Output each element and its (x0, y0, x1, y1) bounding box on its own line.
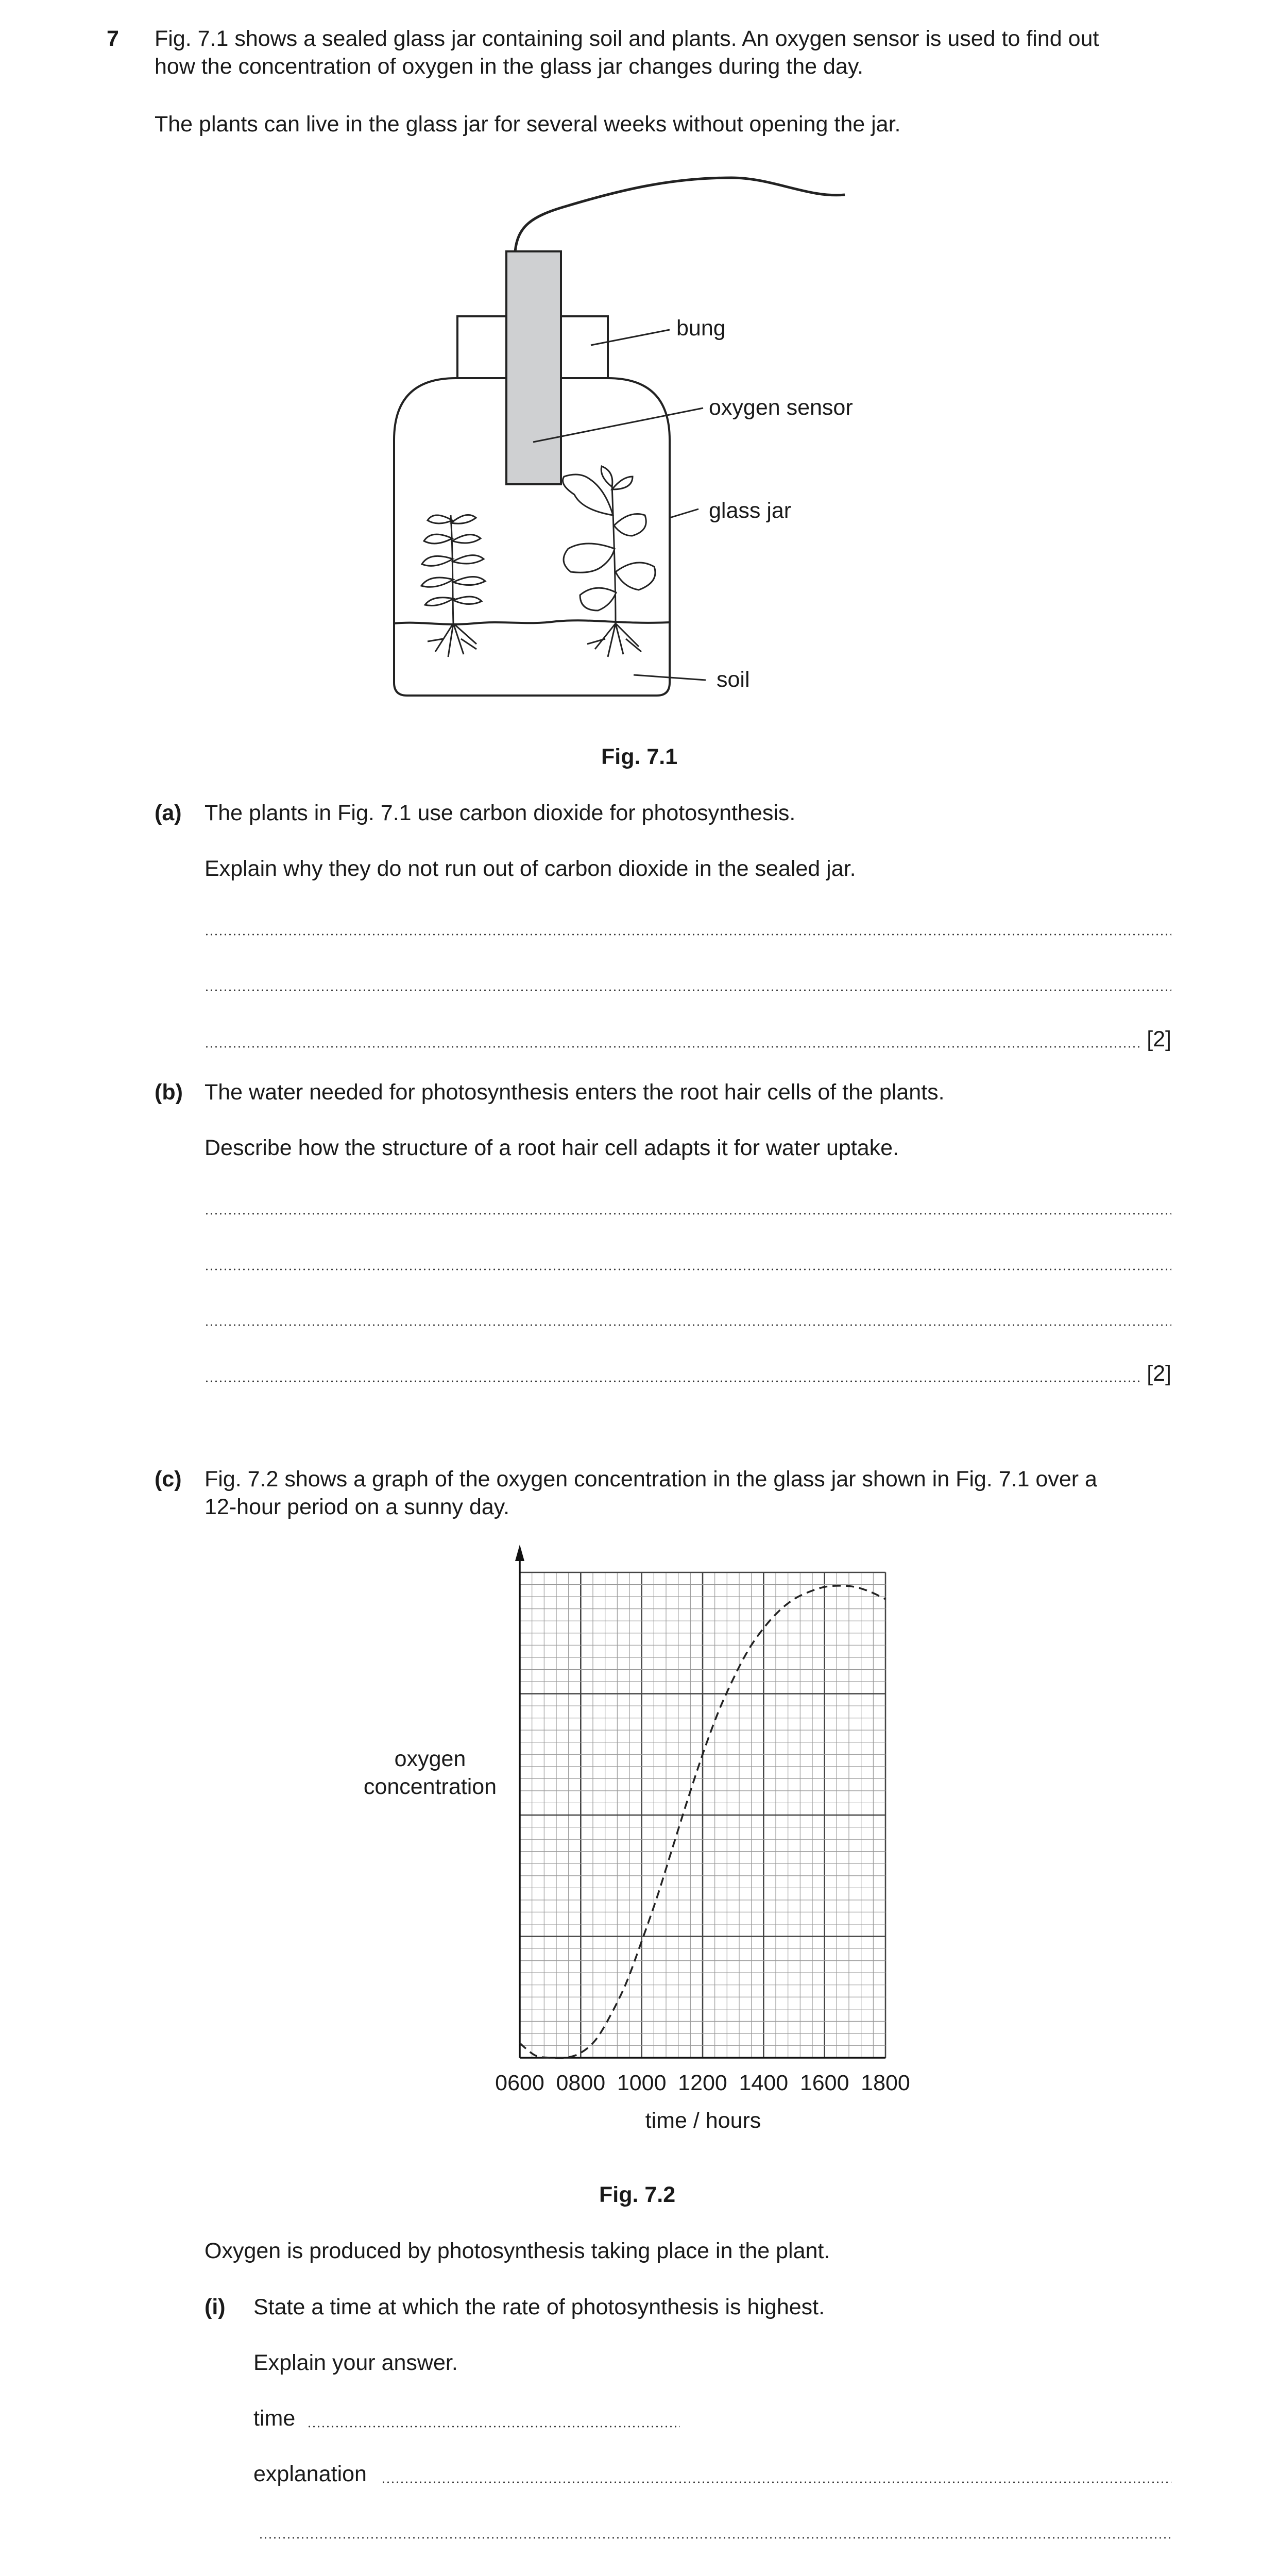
label-glass-jar: glass jar (709, 498, 792, 523)
part-c-i-text-1: State a time at which the rate of photosynthesis is highest. (253, 2295, 825, 2319)
y-axis-label-line-2: concentration (363, 1774, 497, 1799)
answer-line[interactable] (259, 2537, 1171, 2539)
label-oxygen-sensor: oxygen sensor (709, 395, 853, 420)
part-b-text-2: Describe how the structure of a root hair cell adapts it for water uptake. (205, 1136, 899, 1160)
intro-line-2: how the concentration of oxygen in the glass jar changes during the day. (155, 54, 864, 79)
part-c-letter: (c) (155, 1467, 182, 1492)
x-axis-label: time / hours (645, 2108, 761, 2133)
part-c-lead: Oxygen is produced by photosynthesis taking place in the plant. (205, 2239, 830, 2263)
part-c-i-label: (i) (205, 2295, 226, 2319)
answer-line[interactable] (205, 1213, 1171, 1215)
part-a-text-2: Explain why they do not run out of carbon dioxide in the sealed jar. (205, 856, 856, 881)
intro-line-1: Fig. 7.1 shows a sealed glass jar containing soil and plants. An oxygen sensor is used to find out (155, 26, 1099, 51)
part-a-text-1: The plants in Fig. 7.1 use carbon dioxide for photosynthesis. (205, 801, 796, 825)
explanation-label: explanation (253, 2462, 367, 2486)
fig71-caption: Fig. 7.1 (601, 744, 678, 769)
jar-leader (670, 509, 698, 518)
answer-line[interactable] (205, 1268, 1171, 1270)
explanation-answer-line[interactable] (381, 2481, 1171, 2483)
question-number: 7 (107, 26, 119, 51)
chart-tick-labels (495, 2071, 910, 2095)
time-answer-line[interactable] (307, 2426, 680, 2428)
part-a-marks: [2] (1147, 1027, 1171, 1052)
x-tick-label: 1800 (861, 2071, 910, 2095)
oxygen-chart (330, 1535, 927, 2143)
intro-paragraph-2: The plants can live in the glass jar for several weeks without opening the jar. (155, 112, 901, 137)
time-label: time (253, 2406, 296, 2431)
x-tick-label: 1600 (799, 2071, 849, 2095)
jar-diagram (381, 165, 896, 711)
chart-axes (515, 1545, 885, 2058)
sensor-cable (515, 178, 845, 251)
part-b-marks: [2] (1147, 1361, 1171, 1386)
x-tick-label: 1200 (678, 2071, 727, 2095)
answer-line[interactable] (205, 1324, 1171, 1326)
y-axis-arrow (515, 1545, 524, 1561)
part-a-letter: (a) (155, 801, 182, 825)
x-tick-label: 0600 (495, 2071, 544, 2095)
y-axis-label-line-1: oxygen (394, 1747, 466, 1771)
answer-line[interactable] (205, 1380, 1142, 1382)
answer-line[interactable] (205, 989, 1171, 991)
part-b-text-1: The water needed for photosynthesis enters the root hair cells of the plants. (205, 1080, 945, 1105)
x-tick-label: 1400 (739, 2071, 789, 2095)
answer-line[interactable] (205, 1046, 1142, 1048)
x-tick-label: 0800 (556, 2071, 606, 2095)
x-tick-label: 1000 (617, 2071, 667, 2095)
chart-grid (520, 1572, 885, 2058)
answer-line[interactable] (205, 934, 1171, 936)
part-c-i-text-2: Explain your answer. (253, 2350, 458, 2375)
fig72-caption: Fig. 7.2 (599, 2182, 676, 2207)
part-c-text-2: 12-hour period on a sunny day. (205, 1495, 510, 1519)
label-bung: bung (676, 316, 726, 341)
oxygen-sensor (506, 251, 561, 484)
label-soil: soil (717, 667, 750, 692)
part-b-letter: (b) (155, 1080, 183, 1105)
part-c-text-1: Fig. 7.2 shows a graph of the oxygen concentration in the glass jar shown in Fig. 7.1 over a (205, 1467, 1097, 1492)
